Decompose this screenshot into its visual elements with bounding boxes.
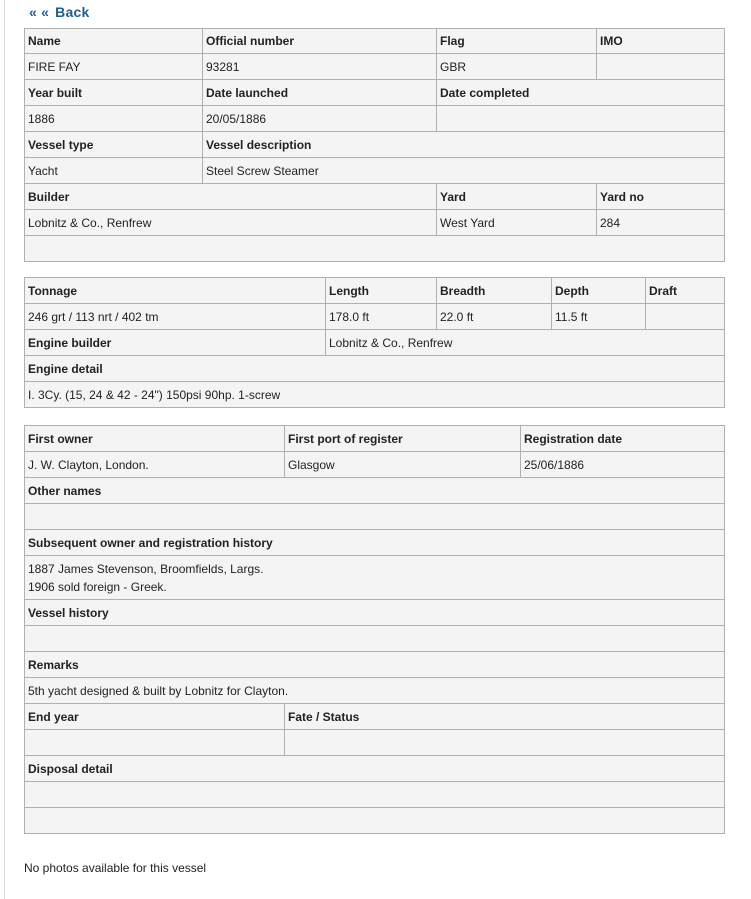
- depth-label: Depth: [552, 278, 646, 304]
- engine-detail-label: Engine detail: [25, 356, 725, 382]
- table-row: [25, 600, 725, 626]
- date-launched-value: 20/05/1886: [203, 106, 437, 132]
- tonnage-label: Tonnage: [25, 278, 326, 304]
- table-row: [25, 756, 725, 782]
- table-row: [25, 210, 725, 236]
- subsequent-history-value: [25, 556, 725, 600]
- table-row: [25, 54, 725, 80]
- table-row: [25, 29, 725, 54]
- remarks-value: 5th yacht designed & built by Lobnitz for Clayton.: [25, 678, 725, 704]
- back-arrows-icon: « «: [29, 4, 50, 20]
- vessel-dimensions-table: [24, 277, 725, 408]
- table-row: [25, 158, 725, 184]
- breadth-label: Breadth: [437, 278, 552, 304]
- disposal-detail-label: Disposal detail: [25, 756, 725, 782]
- yard-no-value: 284: [597, 210, 725, 236]
- builder-value: Lobnitz & Co., Renfrew: [25, 210, 437, 236]
- table-row: [25, 556, 725, 600]
- date-completed-label: Date completed: [437, 80, 725, 106]
- engine-builder-value: Lobnitz & Co., Renfrew: [326, 330, 725, 356]
- depth-value: 11.5 ft: [552, 304, 646, 330]
- official-number-value: 93281: [203, 54, 437, 80]
- table-row: [25, 426, 725, 452]
- length-label: Length: [326, 278, 437, 304]
- table-row: [25, 132, 725, 158]
- fate-status-label: Fate / Status: [285, 704, 725, 730]
- first-owner-value: J. W. Clayton, London.: [25, 452, 285, 478]
- name-value: FIRE FAY: [25, 54, 203, 80]
- flag-label: Flag: [437, 29, 597, 54]
- table-row: [25, 782, 725, 808]
- vessel-ownership-table: [24, 425, 725, 834]
- table-row: [25, 730, 725, 756]
- breadth-value: 22.0 ft: [437, 304, 552, 330]
- table-row: [25, 382, 725, 408]
- imo-value: [597, 54, 725, 80]
- length-value: 178.0 ft: [326, 304, 437, 330]
- first-owner-label: First owner: [25, 426, 285, 452]
- vessel-description-value: Steel Screw Steamer: [203, 158, 725, 184]
- back-label: Back: [55, 4, 90, 20]
- table-row: [25, 478, 725, 504]
- table-row: [25, 452, 725, 478]
- yard-no-label: Yard no: [597, 184, 725, 210]
- table-row: [25, 504, 725, 530]
- end-year-value: [25, 730, 285, 756]
- flag-value: GBR: [437, 54, 597, 80]
- table-row: [25, 652, 725, 678]
- table-row: [25, 626, 725, 652]
- table-row: [25, 530, 725, 556]
- table-row: [25, 278, 725, 304]
- table-row: [25, 704, 725, 730]
- vessel-history-label: Vessel history: [25, 600, 725, 626]
- history-line: 1906 sold foreign - Greek.: [28, 579, 167, 594]
- date-launched-label: Date launched: [203, 80, 437, 106]
- table-row: [25, 236, 725, 262]
- other-names-label: Other names: [25, 478, 725, 504]
- draft-value: [646, 304, 725, 330]
- builder-label: Builder: [25, 184, 437, 210]
- engine-builder-label: Engine builder: [25, 330, 326, 356]
- draft-label: Draft: [646, 278, 725, 304]
- yard-label: Yard: [437, 184, 597, 210]
- imo-label: IMO: [597, 29, 725, 54]
- vessel-description-label: Vessel description: [203, 132, 725, 158]
- remarks-label: Remarks: [25, 652, 725, 678]
- yard-value: West Yard: [437, 210, 597, 236]
- back-link[interactable]: [29, 4, 89, 20]
- first-port-value: Glasgow: [285, 452, 521, 478]
- history-line: 1887 James Stevenson, Broomfields, Largs.: [28, 561, 264, 576]
- year-built-label: Year built: [25, 80, 203, 106]
- engine-detail-value: I. 3Cy. (15, 24 & 42 - 24") 150psi 90hp. 1-screw: [25, 382, 725, 408]
- table-row: [25, 808, 725, 834]
- table-row: [25, 356, 725, 382]
- disposal-detail-value: [25, 782, 725, 808]
- name-label: Name: [25, 29, 203, 54]
- vessel-identity-table: [24, 28, 725, 262]
- vessel-type-value: Yacht: [25, 158, 203, 184]
- vessel-type-label: Vessel type: [25, 132, 203, 158]
- table-row: [25, 678, 725, 704]
- first-port-label: First port of register: [285, 426, 521, 452]
- vessel-history-value: [25, 626, 725, 652]
- other-names-value: [25, 504, 725, 530]
- official-number-label: Official number: [203, 29, 437, 54]
- end-year-label: End year: [25, 704, 285, 730]
- subsequent-history-label: Subsequent owner and registration history: [25, 530, 725, 556]
- tonnage-value: 246 grt / 113 nrt / 402 tm: [25, 304, 326, 330]
- registration-date-label: Registration date: [521, 426, 725, 452]
- table-row: [25, 304, 725, 330]
- empty-row: [25, 808, 725, 834]
- no-photos-message: No photos available for this vessel: [24, 861, 207, 875]
- empty-row: [25, 236, 725, 262]
- date-completed-value: [437, 106, 725, 132]
- year-built-value: 1886: [25, 106, 203, 132]
- registration-date-value: 25/06/1886: [521, 452, 725, 478]
- page-left-border: [4, 0, 5, 899]
- table-row: [25, 106, 725, 132]
- table-row: [25, 80, 725, 106]
- table-row: [25, 184, 725, 210]
- fate-status-value: [285, 730, 725, 756]
- table-row: [25, 330, 725, 356]
